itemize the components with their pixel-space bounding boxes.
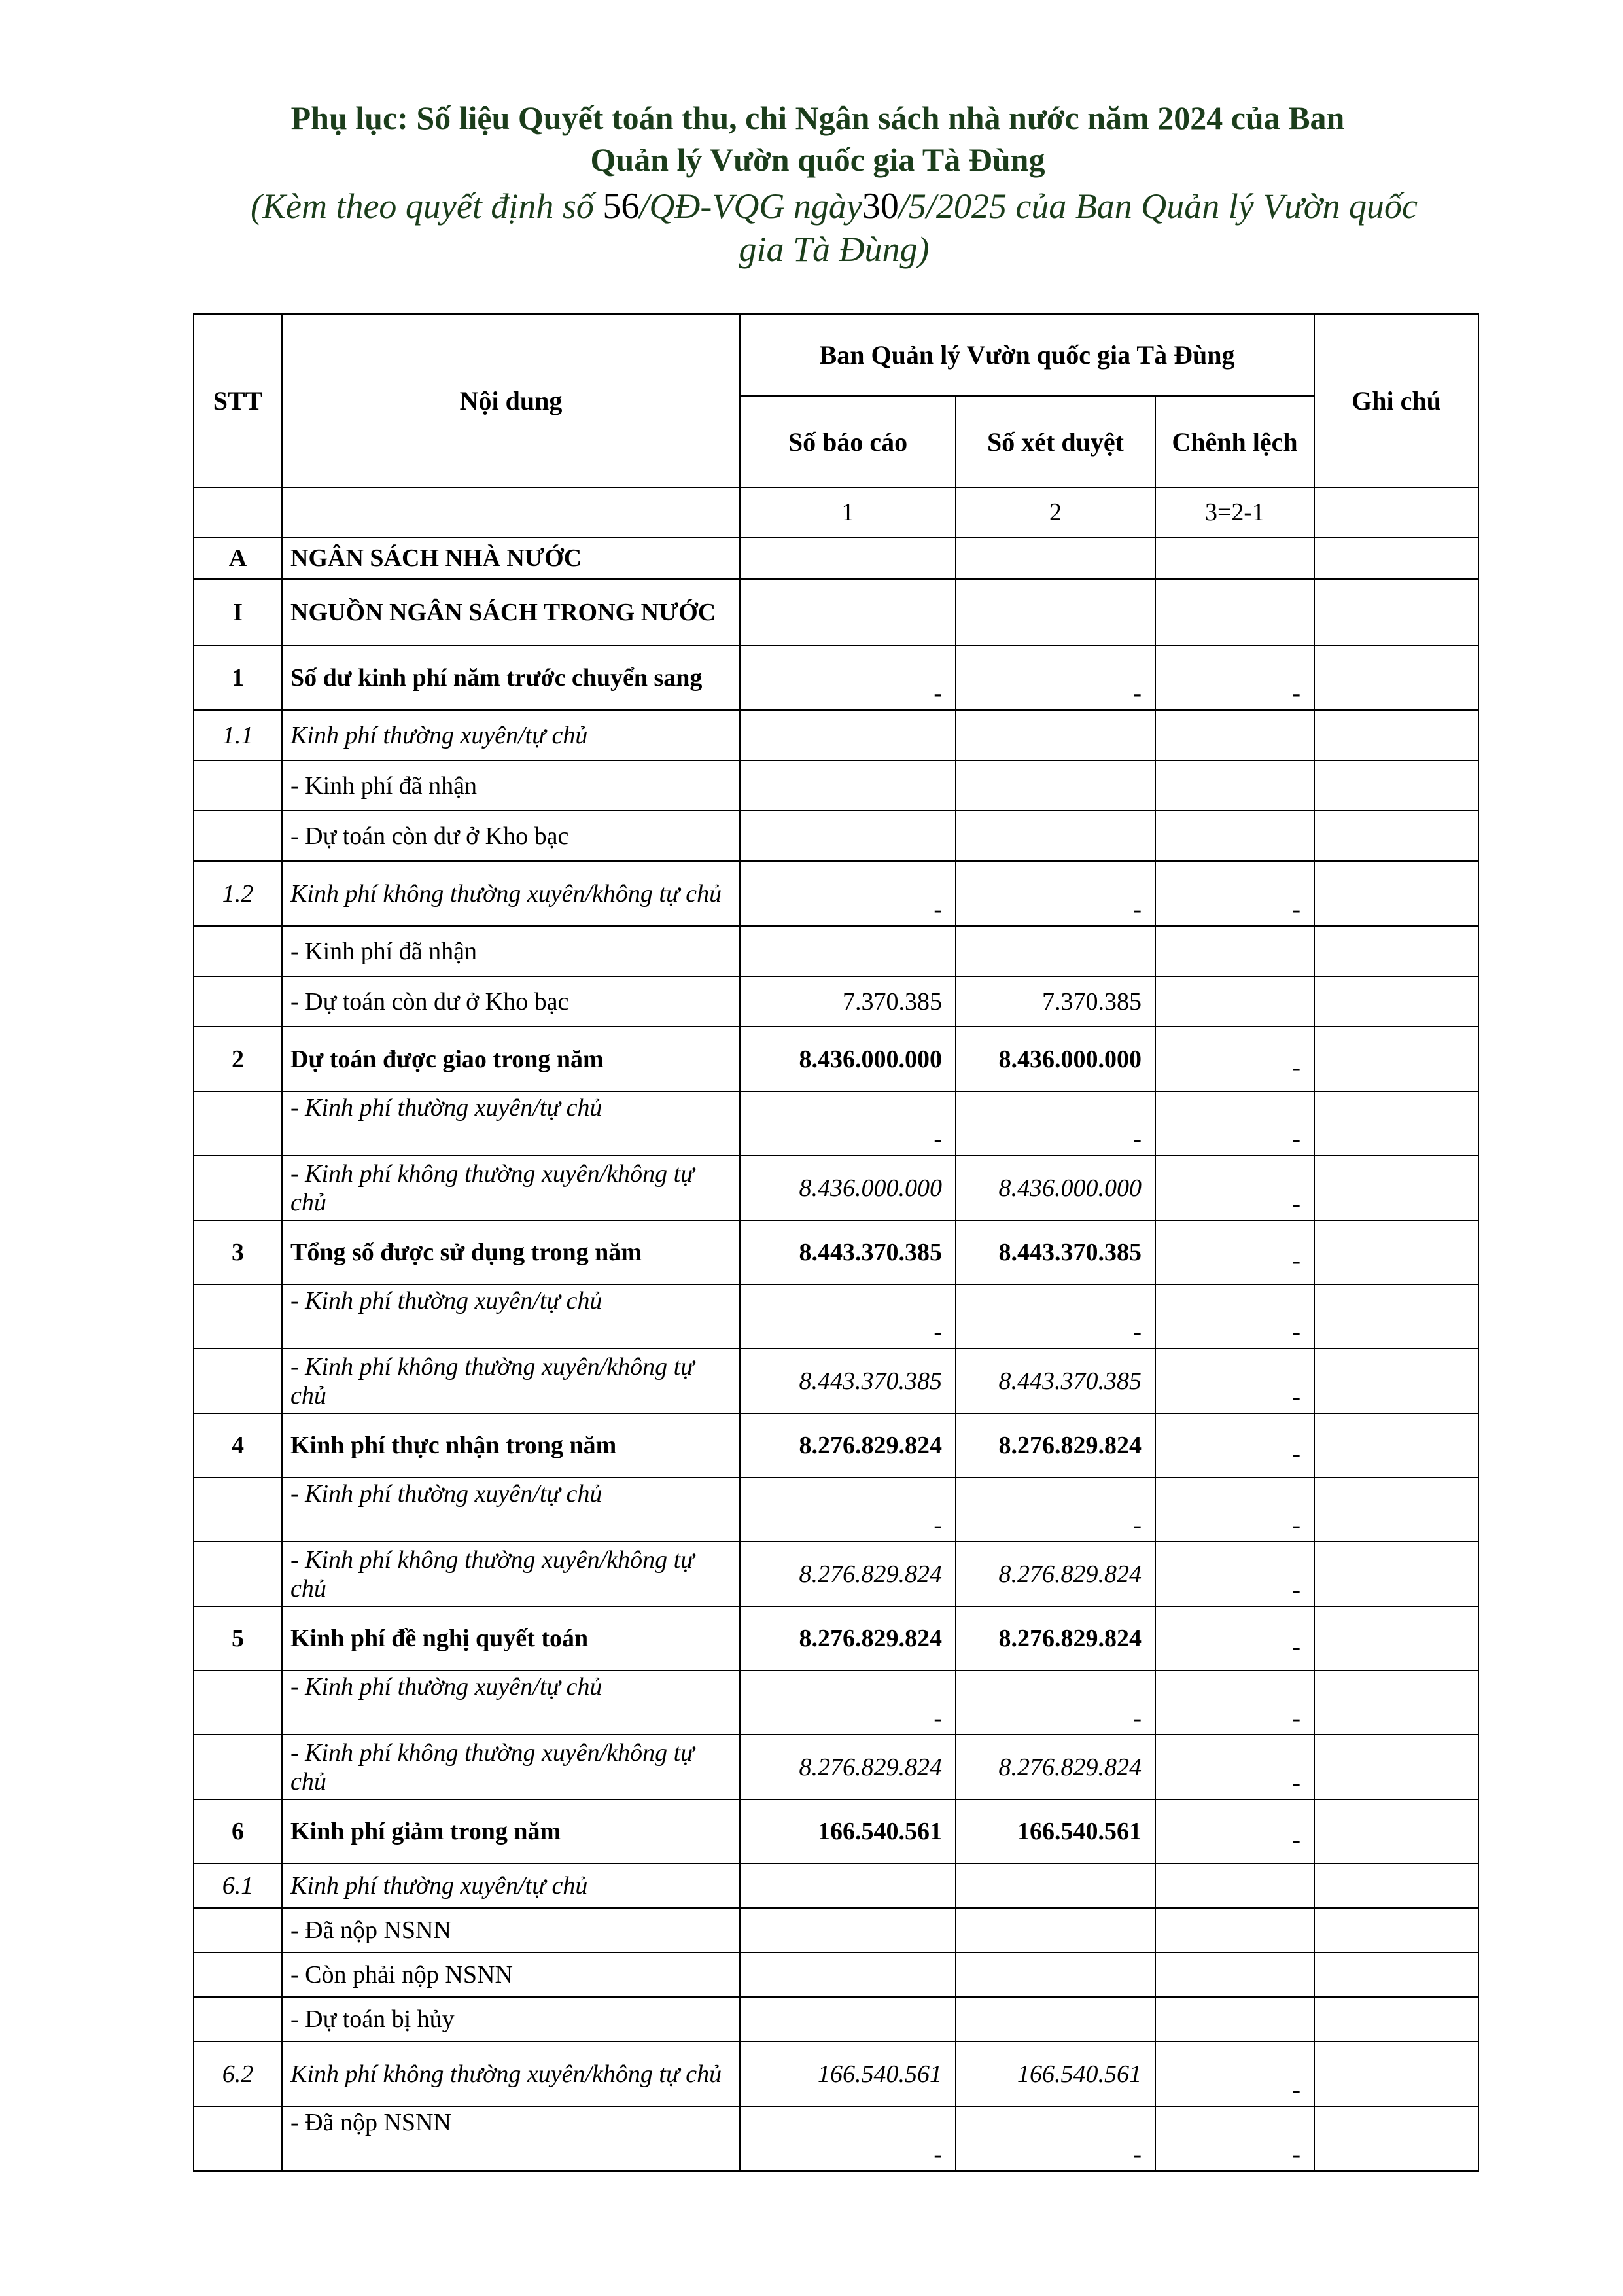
row-content: - Kinh phí thường xuyên/tự chủ: [282, 1091, 740, 1156]
row-reported: [740, 811, 956, 861]
row-note: [1314, 1606, 1478, 1670]
row-content: Kinh phí không thường xuyên/không tự chủ: [282, 2041, 740, 2106]
row-diff: -: [1155, 1542, 1314, 1606]
row-content: Kinh phí thường xuyên/tự chủ: [282, 1863, 740, 1908]
table-row: [194, 579, 1478, 645]
row-stt: 5: [194, 1606, 282, 1670]
table-row: [194, 1952, 1478, 1997]
row-diff: -: [1155, 1477, 1314, 1542]
row-note: [1314, 811, 1478, 861]
header-content: Nội dung: [282, 314, 740, 487]
row-content: Dự toán được giao trong năm: [282, 1027, 740, 1091]
row-approved: [956, 1997, 1155, 2041]
row-content: - Còn phải nộp NSNN: [282, 1952, 740, 1997]
row-content: - Dự toán còn dư ở Kho bạc: [282, 976, 740, 1027]
row-approved: 166.540.561: [956, 1799, 1155, 1863]
row-content: NGUỒN NGÂN SÁCH TRONG NƯỚC: [282, 579, 740, 645]
row-note: [1314, 1863, 1478, 1908]
table-row: [194, 1735, 1478, 1799]
row-approved: -: [956, 1477, 1155, 1542]
row-content: - Kinh phí đã nhận: [282, 926, 740, 976]
table-row: [194, 1908, 1478, 1952]
row-content: Kinh phí thường xuyên/tự chủ: [282, 710, 740, 760]
row-stt: A: [194, 537, 282, 579]
table-row: [194, 537, 1478, 579]
row-note: [1314, 1997, 1478, 2041]
row-approved: 8.276.829.824: [956, 1606, 1155, 1670]
row-content: - Kinh phí thường xuyên/tự chủ: [282, 1284, 740, 1349]
row-note: [1314, 1220, 1478, 1284]
row-reported: 166.540.561: [740, 1799, 956, 1863]
document-title: [164, 97, 1472, 181]
row-diff: -: [1155, 2041, 1314, 2106]
row-reported: [740, 760, 956, 811]
row-diff: -: [1155, 1670, 1314, 1735]
index-row: [194, 487, 1478, 537]
row-content: - Kinh phí không thường xuyên/không tự chủ: [282, 1542, 740, 1606]
row-diff: -: [1155, 1284, 1314, 1349]
row-approved: -: [956, 1091, 1155, 1156]
row-diff: -: [1155, 861, 1314, 926]
row-content: - Kinh phí thường xuyên/tự chủ: [282, 1670, 740, 1735]
table-row: [194, 1156, 1478, 1220]
index-3: 3=2-1: [1155, 487, 1314, 537]
row-diff: -: [1155, 2106, 1314, 2171]
row-stt: [194, 1952, 282, 1997]
row-approved: -: [956, 2106, 1155, 2171]
table-row: [194, 926, 1478, 976]
row-approved: 8.436.000.000: [956, 1156, 1155, 1220]
row-stt: 1.2: [194, 861, 282, 926]
row-diff: [1155, 579, 1314, 645]
row-content: - Dự toán còn dư ở Kho bạc: [282, 811, 740, 861]
row-content: NGÂN SÁCH NHÀ NƯỚC: [282, 537, 740, 579]
row-reported: -: [740, 1284, 956, 1349]
row-reported: 8.443.370.385: [740, 1220, 956, 1284]
row-diff: -: [1155, 1735, 1314, 1799]
title-line-2: Quản lý Vườn quốc gia Tà Đùng: [590, 141, 1045, 178]
row-approved: [956, 760, 1155, 811]
row-stt: 6.2: [194, 2041, 282, 2106]
header-note: Ghi chú: [1314, 314, 1478, 487]
row-note: [1314, 1091, 1478, 1156]
row-note: [1314, 1349, 1478, 1413]
row-reported: [740, 1863, 956, 1908]
row-approved: [956, 1908, 1155, 1952]
row-approved: -: [956, 1670, 1155, 1735]
row-reported: -: [740, 1091, 956, 1156]
row-reported: 166.540.561: [740, 2041, 956, 2106]
row-reported: 8.276.829.824: [740, 1542, 956, 1606]
row-stt: [194, 1156, 282, 1220]
row-stt: [194, 1908, 282, 1952]
title-line-1: Phụ lục: Số liệu Quyết toán thu, chi Ngân sách nhà nước năm 2024 của Ban: [290, 99, 1345, 136]
row-note: [1314, 926, 1478, 976]
row-reported: 8.276.829.824: [740, 1606, 956, 1670]
row-diff: -: [1155, 1349, 1314, 1413]
row-diff: [1155, 1952, 1314, 1997]
table-row: [194, 710, 1478, 760]
table-row: [194, 1349, 1478, 1413]
row-content: Kinh phí giảm trong năm: [282, 1799, 740, 1863]
row-reported: [740, 537, 956, 579]
index-2: 2: [956, 487, 1155, 537]
row-approved: [956, 710, 1155, 760]
table-row: [194, 1091, 1478, 1156]
row-content: - Kinh phí đã nhận: [282, 760, 740, 811]
row-diff: -: [1155, 1413, 1314, 1477]
row-stt: [194, 1284, 282, 1349]
row-stt: 2: [194, 1027, 282, 1091]
subtitle-part-1: (Kèm theo quyết định số: [251, 186, 594, 226]
row-stt: [194, 1670, 282, 1735]
row-reported: 7.370.385: [740, 976, 956, 1027]
row-diff: [1155, 1997, 1314, 2041]
row-content: - Kinh phí không thường xuyên/không tự chủ: [282, 1735, 740, 1799]
row-note: [1314, 645, 1478, 710]
subtitle-part-2: /QĐ-VQG ngày: [639, 186, 862, 226]
table-row: [194, 1863, 1478, 1908]
row-reported: 8.276.829.824: [740, 1413, 956, 1477]
row-content: - Kinh phí không thường xuyên/không tự chủ: [282, 1156, 740, 1220]
row-diff: [1155, 976, 1314, 1027]
row-diff: -: [1155, 645, 1314, 710]
row-stt: [194, 1477, 282, 1542]
row-reported: 8.276.829.824: [740, 1735, 956, 1799]
row-stt: 6.1: [194, 1863, 282, 1908]
table-row: [194, 1670, 1478, 1735]
row-content: - Kinh phí không thường xuyên/không tự chủ: [282, 1349, 740, 1413]
row-approved: [956, 579, 1155, 645]
row-approved: 166.540.561: [956, 2041, 1155, 2106]
table-row: [194, 1477, 1478, 1542]
row-note: [1314, 976, 1478, 1027]
row-stt: [194, 926, 282, 976]
index-1: 1: [740, 487, 956, 537]
row-content: - Đã nộp NSNN: [282, 1908, 740, 1952]
row-note: [1314, 1156, 1478, 1220]
row-note: [1314, 1413, 1478, 1477]
subtitle-part-3: /5/2025 của Ban Quản lý Vườn quốc: [898, 186, 1418, 226]
row-note: [1314, 2041, 1478, 2106]
row-reported: [740, 579, 956, 645]
row-note: [1314, 1027, 1478, 1091]
document-subtitle: [164, 185, 1505, 271]
row-reported: [740, 1952, 956, 1997]
row-diff: [1155, 760, 1314, 811]
row-note: [1314, 1799, 1478, 1863]
row-diff: [1155, 926, 1314, 976]
row-diff: -: [1155, 1027, 1314, 1091]
row-diff: -: [1155, 1091, 1314, 1156]
table-row: [194, 1799, 1478, 1863]
row-note: [1314, 861, 1478, 926]
row-reported: [740, 710, 956, 760]
header-stt: STT: [194, 314, 282, 487]
row-stt: 1: [194, 645, 282, 710]
row-stt: [194, 1735, 282, 1799]
row-content: - Đã nộp NSNN: [282, 2106, 740, 2171]
header-diff: Chênh lệch: [1155, 396, 1314, 487]
table-row: [194, 2041, 1478, 2106]
row-content: Số dư kinh phí năm trước chuyển sang: [282, 645, 740, 710]
row-diff: [1155, 811, 1314, 861]
row-approved: 8.436.000.000: [956, 1027, 1155, 1091]
table-row: [194, 861, 1478, 926]
row-note: [1314, 2106, 1478, 2171]
row-approved: -: [956, 861, 1155, 926]
row-stt: [194, 811, 282, 861]
row-reported: 8.436.000.000: [740, 1027, 956, 1091]
decision-day: 30: [862, 186, 899, 226]
row-note: [1314, 1477, 1478, 1542]
row-content: Kinh phí đề nghị quyết toán: [282, 1606, 740, 1670]
row-reported: 8.443.370.385: [740, 1349, 956, 1413]
row-note: [1314, 1735, 1478, 1799]
row-stt: [194, 976, 282, 1027]
row-approved: 8.276.829.824: [956, 1735, 1155, 1799]
row-content: - Dự toán bị hủy: [282, 1997, 740, 2041]
row-stt: 6: [194, 1799, 282, 1863]
row-approved: [956, 926, 1155, 976]
table-row: [194, 1413, 1478, 1477]
table-row: [194, 976, 1478, 1027]
row-stt: [194, 1091, 282, 1156]
row-note: [1314, 1542, 1478, 1606]
row-stt: I: [194, 579, 282, 645]
row-content: - Kinh phí thường xuyên/tự chủ: [282, 1477, 740, 1542]
subtitle-line-2: gia Tà Đùng): [739, 230, 930, 269]
row-diff: -: [1155, 1156, 1314, 1220]
row-approved: -: [956, 1284, 1155, 1349]
header-row: [194, 314, 1478, 396]
table-row: [194, 2106, 1478, 2171]
row-reported: -: [740, 861, 956, 926]
row-stt: [194, 1542, 282, 1606]
row-stt: [194, 760, 282, 811]
row-content: Kinh phí không thường xuyên/không tự chủ: [282, 861, 740, 926]
row-reported: [740, 1908, 956, 1952]
row-content: Tổng số được sử dụng trong năm: [282, 1220, 740, 1284]
row-note: [1314, 537, 1478, 579]
row-approved: -: [956, 645, 1155, 710]
row-diff: [1155, 1908, 1314, 1952]
row-approved: 8.443.370.385: [956, 1220, 1155, 1284]
row-approved: 8.443.370.385: [956, 1349, 1155, 1413]
table-row: [194, 1284, 1478, 1349]
row-diff: [1155, 710, 1314, 760]
row-note: [1314, 1952, 1478, 1997]
row-approved: [956, 811, 1155, 861]
row-reported: -: [740, 1477, 956, 1542]
header-approved: Số xét duyệt: [956, 396, 1155, 487]
table-row: [194, 811, 1478, 861]
subtitle-line-1: [164, 185, 1505, 228]
row-reported: -: [740, 645, 956, 710]
row-approved: [956, 537, 1155, 579]
row-diff: [1155, 1863, 1314, 1908]
budget-settlement-table: [193, 313, 1479, 2172]
table-row: [194, 645, 1478, 710]
row-diff: -: [1155, 1606, 1314, 1670]
row-approved: [956, 1863, 1155, 1908]
row-content: Kinh phí thực nhận trong năm: [282, 1413, 740, 1477]
table-row: [194, 1997, 1478, 2041]
row-reported: -: [740, 1670, 956, 1735]
row-diff: -: [1155, 1220, 1314, 1284]
row-note: [1314, 1670, 1478, 1735]
row-stt: 1.1: [194, 710, 282, 760]
row-note: [1314, 579, 1478, 645]
row-note: [1314, 1284, 1478, 1349]
row-stt: [194, 1349, 282, 1413]
row-stt: [194, 2106, 282, 2171]
table-row: [194, 1542, 1478, 1606]
table-row: [194, 1027, 1478, 1091]
row-approved: [956, 1952, 1155, 1997]
row-note: [1314, 710, 1478, 760]
row-note: [1314, 1908, 1478, 1952]
decision-number: 56: [602, 186, 640, 226]
row-stt: 3: [194, 1220, 282, 1284]
table-row: [194, 1606, 1478, 1670]
header-group: Ban Quản lý Vườn quốc gia Tà Đùng: [740, 314, 1314, 396]
row-stt: 4: [194, 1413, 282, 1477]
row-approved: 8.276.829.824: [956, 1413, 1155, 1477]
row-approved: 8.276.829.824: [956, 1542, 1155, 1606]
row-note: [1314, 760, 1478, 811]
row-diff: -: [1155, 1799, 1314, 1863]
table-row: [194, 1220, 1478, 1284]
row-reported: 8.436.000.000: [740, 1156, 956, 1220]
row-reported: [740, 926, 956, 976]
row-approved: 7.370.385: [956, 976, 1155, 1027]
table-row: [194, 760, 1478, 811]
row-stt: [194, 1997, 282, 2041]
row-reported: -: [740, 2106, 956, 2171]
row-reported: [740, 1997, 956, 2041]
header-reported: Số báo cáo: [740, 396, 956, 487]
row-diff: [1155, 537, 1314, 579]
